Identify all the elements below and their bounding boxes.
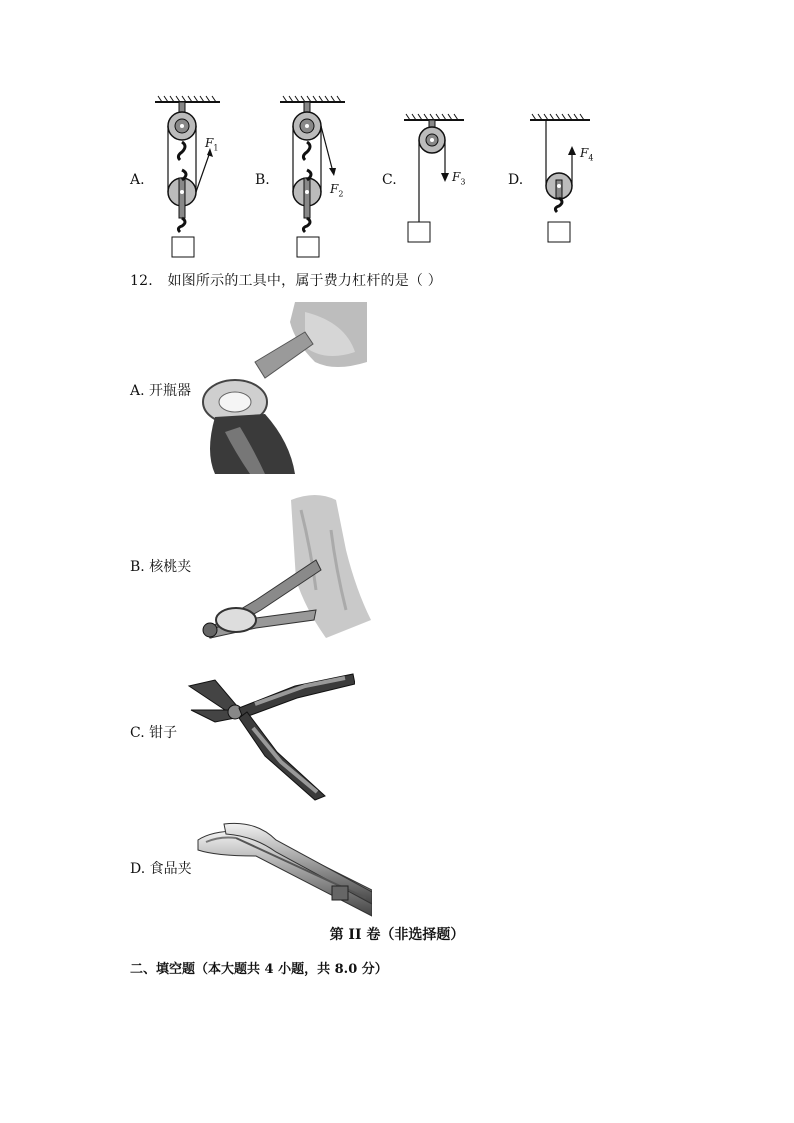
option-a-letter: A. xyxy=(130,172,145,188)
pliers-image xyxy=(185,666,355,804)
food-tongs-image xyxy=(196,820,372,918)
option-letter: B. xyxy=(130,559,145,575)
option-b-letter: B. xyxy=(255,172,270,188)
option-letter: D. xyxy=(130,861,146,877)
pulley-diagram-d xyxy=(528,110,598,250)
section-subtitle: 二、填空题（本大题共 4 小题，共 8.0 分） xyxy=(130,962,388,977)
option-c xyxy=(130,722,177,742)
question-text: 如图所示的工具中，属于费力杠杆的是（ ） xyxy=(167,273,442,289)
force-f2-label: $F_2$ xyxy=(330,182,344,199)
question-12 xyxy=(130,270,442,290)
option-label: 核桃夹 xyxy=(149,559,192,575)
option-label: 食品夹 xyxy=(149,861,192,877)
force-f3-label: $F_3$ xyxy=(452,170,466,187)
option-a xyxy=(130,380,191,400)
option-label: 钳子 xyxy=(149,725,178,741)
pulley-diagram-b xyxy=(275,92,365,262)
option-c-letter: C. xyxy=(382,172,397,188)
option-d xyxy=(130,858,192,878)
section-title: 第 II 卷（非选择题） xyxy=(329,927,465,943)
option-letter: C. xyxy=(130,725,145,741)
bottle-opener-image xyxy=(195,302,367,474)
force-f4-label: $F_4$ xyxy=(580,146,594,163)
option-letter: A. xyxy=(130,383,145,399)
force-f1-label: $F_1$ xyxy=(205,136,219,153)
nutcracker-image xyxy=(196,490,374,640)
question-number: 12. xyxy=(130,273,153,289)
option-d-letter: D. xyxy=(508,172,524,188)
pulley-diagram-a xyxy=(150,92,240,262)
option-b xyxy=(130,556,191,576)
option-label: 开瓶器 xyxy=(149,383,192,399)
